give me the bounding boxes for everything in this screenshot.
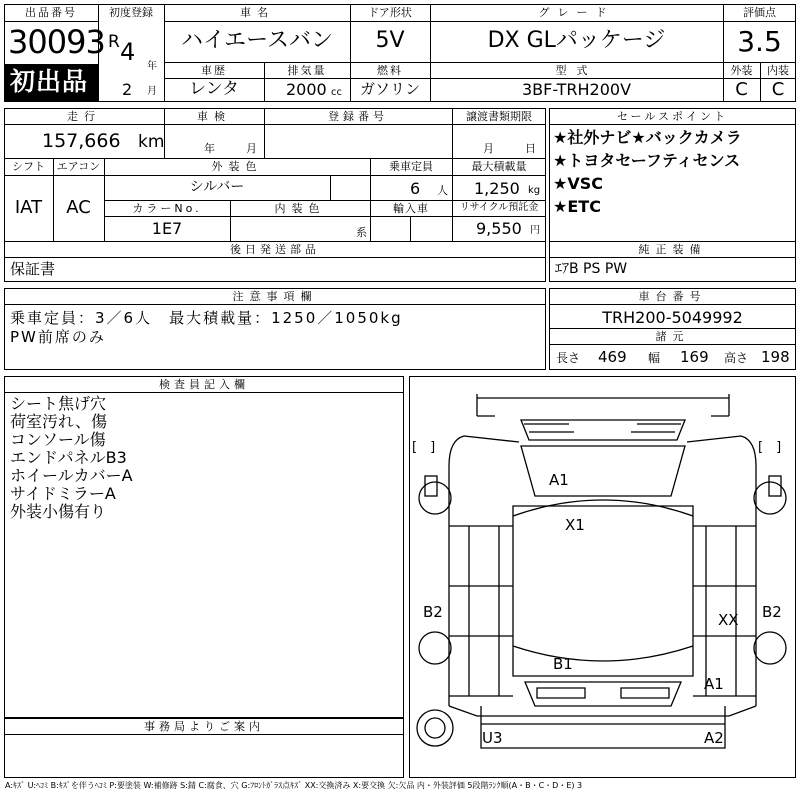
exterior-color-label: 外装色 [211, 160, 263, 173]
dimensions-label: 諸元 [655, 330, 690, 343]
inspector-note: 荷室汚れ、傷 [10, 412, 107, 431]
damage-mark: A1 [549, 471, 569, 489]
era: R [108, 32, 120, 52]
sales-point-item: ★トヨタセーフティセンス [553, 151, 741, 170]
office-label: 事務局よりご案内 [144, 720, 264, 733]
roof-curve-rear [513, 646, 693, 661]
fuel-label: 燃料 [377, 64, 403, 77]
transfer-label: 譲渡書類期限 [466, 110, 532, 123]
interior-color-label: 内装色 [274, 202, 326, 215]
rule [164, 62, 796, 63]
rule [4, 734, 404, 735]
bracket-right: [ ] [758, 440, 782, 455]
rule [4, 158, 546, 159]
transfer-month-unit: 月 [483, 142, 494, 155]
inspector-note: エンドパネルB3 [10, 448, 127, 467]
color-no-value: 1E7 [151, 219, 183, 238]
mileage-label: 走行 [67, 110, 101, 123]
grade-value: DX GLパッケージ [487, 28, 666, 53]
grade-label: グレード [538, 6, 615, 19]
roof [513, 506, 693, 676]
damage-mark: A2 [704, 729, 724, 747]
evaluation-score: 3.5 [737, 25, 782, 58]
rule [330, 175, 331, 200]
year-unit: 年 [147, 61, 157, 72]
rule [4, 392, 404, 393]
rule [4, 257, 546, 258]
displacement-label: 排気量 [287, 64, 327, 77]
rule [410, 216, 411, 242]
evaluation-label: 評価点 [743, 6, 776, 19]
rear-bumper [481, 706, 725, 748]
width-label: 幅 [648, 351, 661, 365]
rule [4, 304, 546, 305]
mirror-right [769, 476, 781, 496]
front-fender-left [449, 436, 519, 526]
aircon-label: エアコン [56, 160, 101, 173]
rule [549, 344, 796, 345]
length-label: 長さ [556, 351, 581, 365]
genuine-equipment-label: 純正装備 [638, 243, 707, 256]
inspector-note: 外装小傷有り [10, 502, 107, 521]
model-value: 3BF-TRH200V [521, 80, 632, 99]
wheel-rear-left [419, 632, 451, 664]
capacity-value: 6 [410, 179, 421, 198]
registration-label: 初度登録 [109, 6, 153, 19]
recycle-unit: 円 [530, 225, 540, 236]
damage-mark: B2 [423, 603, 443, 621]
inspection-year-unit: 年 [204, 142, 215, 155]
caution-label: 注意事項欄 [232, 290, 318, 303]
interior-grade: C [771, 79, 785, 100]
displacement-value: 2000 [286, 80, 327, 99]
shift-label: シフト [12, 160, 45, 173]
lot-number: 30093 [8, 23, 105, 61]
interior-grade-label: 内装 [767, 64, 789, 77]
left-door-lines [469, 526, 499, 696]
wheel-rear-right [754, 632, 786, 664]
car-name-value: ハイエースバン [180, 28, 334, 53]
reg-no-label: 登録番号 [328, 110, 388, 123]
inspector-note: コンソール傷 [10, 430, 106, 449]
rule [549, 328, 796, 329]
history-value: レンタ [189, 79, 239, 99]
rule [98, 4, 99, 102]
sales-point-item: ★社外ナビ★バックカメラ [553, 128, 742, 147]
front-bumper [477, 394, 729, 416]
front-grille [524, 424, 681, 432]
color-no-label: カラーNo. [132, 202, 202, 215]
door-value: 5V [375, 28, 405, 53]
aircon-value: AC [66, 197, 91, 218]
recycle-label: リサイクル預託金 [459, 202, 539, 213]
import-label: 輸入車 [393, 202, 429, 215]
damage-mark: B2 [762, 603, 782, 621]
inspector-note: ホイールカバーA [10, 466, 133, 485]
car-damage-diagram [409, 376, 796, 778]
transfer-day-unit: 日 [525, 142, 536, 155]
rear-panel [449, 706, 756, 716]
rule [549, 304, 796, 305]
recycle-value: 9,550 [476, 219, 522, 238]
damage-mark: B1 [553, 655, 573, 673]
damage-mark: U3 [482, 729, 503, 747]
sales-point-item: ★VSC [553, 174, 603, 193]
exterior-grade-label: 外装 [730, 64, 753, 77]
chassis-value: TRH200-5049992 [602, 308, 743, 327]
lot-label: 出品番号 [25, 6, 77, 19]
door-label: ドア形状 [368, 6, 412, 19]
displacement-unit: cc [331, 87, 342, 98]
windshield [521, 420, 685, 440]
capacity-label: 乗車定員 [389, 160, 433, 173]
height-value: 198 [761, 348, 790, 366]
mirror-left [425, 476, 437, 496]
rule [723, 21, 796, 22]
caution-line: PW前席のみ [10, 328, 106, 346]
left-side-upper [449, 526, 513, 706]
rule [4, 175, 546, 176]
capacity-unit: 人 [437, 184, 448, 197]
exterior-grade: C [735, 79, 748, 100]
mileage-value: 157,666 [42, 130, 121, 152]
damage-mark: X1 [565, 516, 585, 534]
length-value: 469 [598, 348, 627, 366]
inspector-note: シート焦げ穴 [10, 394, 107, 413]
spare-wheel [417, 710, 453, 746]
exterior-color-value: シルバー [189, 179, 245, 195]
rule [164, 78, 723, 79]
max-load-label: 最大積載量 [471, 160, 527, 173]
rule [104, 216, 546, 217]
inspection-label: 車検 [197, 110, 231, 123]
registration-year: 4 [120, 38, 136, 66]
first-listing-text: 初出品 [10, 67, 89, 96]
rule [4, 21, 98, 22]
front-fender-right [687, 436, 756, 526]
inspection-month-unit: 月 [246, 142, 257, 155]
width-value: 169 [680, 348, 709, 366]
wheel-front-left [419, 482, 451, 514]
inspector-label: 検査員記入欄 [159, 378, 249, 391]
inspector-note: サイドミラーA [10, 484, 116, 503]
registration-month: 2 [122, 80, 133, 99]
rear-window [525, 682, 681, 706]
mileage-unit: km [138, 132, 165, 152]
rule [4, 124, 546, 125]
genuine-equipment-value: ｴｱB PS PW [555, 261, 628, 277]
hood [521, 446, 685, 496]
later-parts-value: 保証書 [10, 260, 56, 278]
car-name-label: 車名 [240, 6, 274, 19]
max-load-value: 1,250 [474, 179, 520, 198]
rule [549, 257, 796, 258]
bracket-left: [ ] [412, 440, 436, 455]
fuel-value: ガソリン [359, 80, 420, 98]
rule [549, 124, 796, 125]
sales-points-label: セールスポイント [616, 110, 728, 123]
caution-line: 乗車定員：3／6人 最大積載量：1250／1050kg [10, 309, 403, 327]
rule [104, 200, 546, 201]
chassis-label: 車台番号 [638, 290, 707, 303]
rule [164, 21, 723, 22]
model-label: 型式 [555, 64, 598, 77]
damage-mark: XX [718, 611, 739, 629]
legend: A:ｷｽﾞ U:ﾍｺﾐ B:ｷｽﾞを伴うﾍｺﾐ P:要塗装 W:補修跡 S:錆 C:腐食、穴 G:ﾌﾛﾝﾄｶﾞﾗｽ点ｷｽﾞ XX:交換済み X:要交換 欠:欠品 内・外装評価 5段階ﾗﾝｸ順(A・B・C・D・E) 3 [5, 781, 583, 790]
roof-curve-front [513, 500, 693, 516]
month-unit: 月 [147, 86, 157, 97]
history-label: 車歴 [201, 64, 227, 77]
max-load-unit: kg [528, 185, 541, 196]
damage-mark: A1 [704, 675, 724, 693]
interior-color-unit: 系 [356, 226, 367, 239]
later-parts-label: 後日発送部品 [230, 243, 320, 256]
height-label: 高さ [724, 351, 749, 365]
rear-lights [537, 688, 669, 698]
sales-point-item: ★ETC [553, 197, 601, 216]
spare-wheel-inner [425, 718, 445, 738]
shift-value: IAT [14, 197, 43, 218]
